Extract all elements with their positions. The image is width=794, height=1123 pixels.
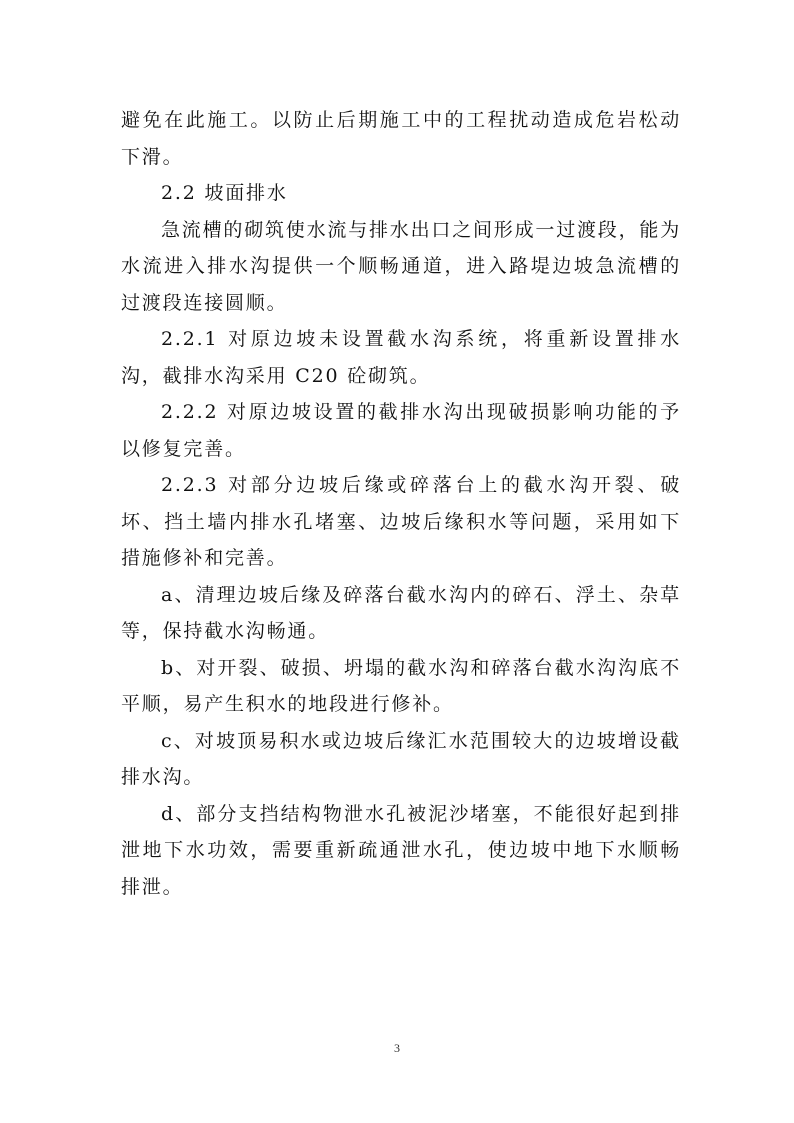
paragraph-2-2-3: 2.2.3 对部分边坡后缘或碎落台上的截水沟开裂、破坏、挡土墙内排水孔堵塞、边坡后缘积水等问题，采用如下措施修补和完善。 (121, 474, 681, 569)
section-heading-2-2: 2.2 坡面排水 (161, 182, 288, 204)
paragraph-continuation: 避免在此施工。以防止后期施工中的工程扰动造成危岩松动下滑。 (121, 109, 681, 168)
paragraph-2-2-1: 2.2.1 对原边坡未设置截水沟系统，将重新设置排水沟，截排水沟采用 C20 砼砌筑。 (121, 328, 681, 387)
list-item-d: d、部分支挡结构物泄水孔被泥沙堵塞，不能很好起到排泄地下水功效，需要重新疏通泄水孔，使边坡中地下水顺畅排泄。 (121, 802, 681, 898)
list-item-b: b、对开裂、破损、坍塌的截水沟和碎落台截水沟沟底不平顺，易产生积水的地段进行修补。 (121, 656, 681, 715)
list-item-a: a、清理边坡后缘及碎落台截水沟内的碎石、浮土、杂草等，保持截水沟畅通。 (121, 583, 681, 642)
page-number: 3 (394, 1041, 400, 1055)
body-text (121, 102, 681, 905)
paragraph-chute-description: 急流槽的砌筑使水流与排水出口之间形成一过渡段，能为水流进入排水沟提供一个顺畅通道，进入路堤边坡急流槽的过渡段连接圆顺。 (121, 218, 682, 314)
list-item-c: c、对坡顶易积水或边坡后缘汇水范围较大的边坡增设截排水沟。 (121, 729, 681, 788)
paragraph-2-2-2: 2.2.2 对原边坡设置的截排水沟出现破损影响功能的予以修复完善。 (121, 401, 681, 460)
